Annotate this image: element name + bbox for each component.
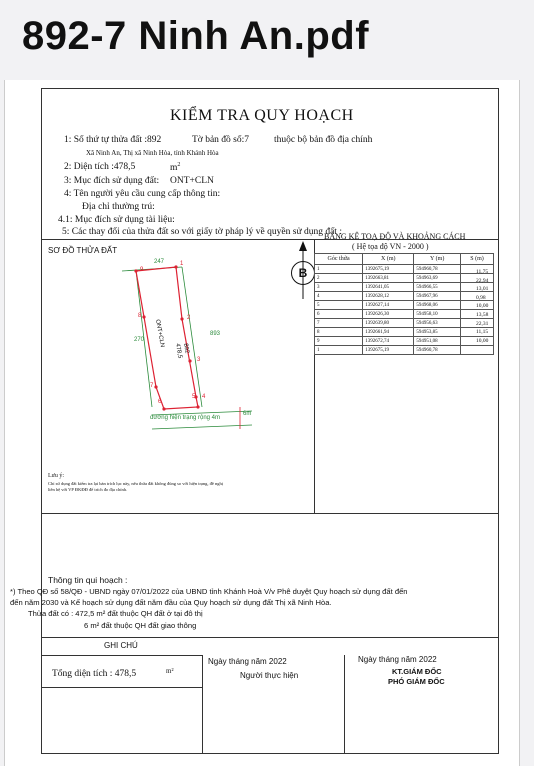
coord-cell: 1392626,30 [363,310,414,319]
planning-line: *) Theo QĐ số 58/QĐ - UBND ngày 07/01/2022 của UBND tỉnh Khánh Hoà V/v Phê duyệt Quy hoạch sử dụng đất đến [10,587,408,596]
coord-cell: 594953,85 [414,328,461,337]
distance-value: 22,31 [476,320,489,327]
coord-title: BẢNG KÊ TOẠ ĐỘ VÀ KHOẢNG CÁCH [324,232,466,241]
coordinate-table [314,253,494,355]
distance-value: 13,01 [476,286,489,293]
neighbor-top: 247 [154,259,165,265]
vertex-1 [174,265,177,268]
purpose-value: ONT+CLN [170,176,214,186]
vertex-9 [134,269,137,272]
area-line: 2: Diện tích :478,5 [64,162,136,172]
coord-cell: 9 [315,337,363,346]
point-label: 2 [187,315,191,321]
coord-row [315,301,494,310]
planning-line: 6 m² đất thuộc QH đất giao thông [84,621,197,630]
vertex-6 [162,407,165,410]
coord-cell: 1 [315,265,363,274]
vertex-4 [196,405,199,408]
coord-cell: 2 [315,274,363,283]
document-frame [10,88,499,754]
map-sheet: Tờ bản đồ số:7 [192,135,250,145]
coord-row [315,292,494,301]
total-area: Tổng diện tích : 478,5 [52,669,137,679]
coord-cell: 1392639,80 [363,319,414,328]
vertex-3 [188,359,191,362]
distance-value: 13,58 [476,312,489,318]
planning-title: Thông tin qui hoạch : [48,575,128,585]
distance-value: 0,98 [476,294,486,301]
parcel-boundary [136,267,201,409]
coord-cell: 1392675,19 [363,265,414,274]
point-label: 9 [140,267,144,273]
point-label: 4 [202,394,206,400]
total-area-unit: m² [166,667,174,675]
coord-cell: 594968,06 [414,301,461,310]
note-label: Lưu ý: [48,473,65,479]
coord-row [315,319,494,328]
coord-cell [461,346,494,355]
item-5: 5: Các thay đổi của thửa đất so với giấy tờ pháp lý về quyền sử dụng đất : [62,227,342,237]
coord-cell: 3 [315,283,363,292]
neighbor-left: 270 [134,337,145,343]
vertex-2 [180,317,183,320]
vertex-7 [154,385,157,388]
date-left: Ngày tháng năm 2022 [208,657,287,666]
distance-value: 11,15 [476,329,489,336]
map-set: thuộc bộ bản đồ địa chính [274,135,373,145]
neighbor-right: 893 [210,331,221,337]
planning-line: đến năm 2030 và Kế hoạch sử dụng đất năm đầu của Quy hoạch sử dụng đất Thị xã Ninh Hòa. [10,598,332,607]
planning-line: Thửa đất có : 472,5 m² đất thuộc QH đất ở tại đô thị [28,609,203,618]
coord-cell: 1 [315,346,363,355]
date-right: Ngày tháng năm 2022 [358,655,437,664]
coord-cell: 594956,63 [414,319,461,328]
coord-cell: 7 [315,319,363,328]
point-label: 1 [180,261,184,267]
coord-header: Góc thửa [315,254,363,265]
coord-row [315,328,494,337]
point-label: 3 [197,357,201,363]
plot-label-purpose: ONT+CLN [154,319,165,348]
coord-cell: 1392641,05 [363,283,414,292]
point-label: 7 [150,383,154,389]
compass-icon: B [291,261,315,285]
diagram-title: SƠ ĐỒ THỬA ĐẤT [48,246,118,255]
address: Xã Ninh An, Thị xã Ninh Hòa, tỉnh Khánh Hòa [86,149,219,157]
document-title: 892-7 Ninh An.pdf [22,14,370,58]
coord-cell: 1392661,94 [363,328,414,337]
coord-cell: 594966,55 [414,283,461,292]
coord-cell: 594960,78 [414,346,461,355]
coord-cell: 1392627,14 [363,301,414,310]
coord-cell: 1392672,74 [363,337,414,346]
coord-row [315,265,494,274]
coord-cell: 594963,69 [414,274,461,283]
coord-cell: 594958,10 [414,310,461,319]
notes-heading: GHI CHÚ [104,641,138,650]
road-line [152,425,252,429]
coord-cell: 1392628,12 [363,292,414,301]
coord-cell: 594951,08 [414,337,461,346]
parcel-number: 1: Số thứ tự thửa đất :892 [64,135,162,145]
title-bar [0,0,534,80]
divider [42,687,202,688]
plot-diagram [112,257,282,437]
distance-value: 10,00 [476,303,489,310]
signer-right-title: KT.GIÁM ĐỐC [392,667,442,676]
coord-row [315,274,494,283]
coord-cell: 4 [315,292,363,301]
note-line: liên hệ với VP ĐKĐĐ để trích đo địa chính. [48,487,128,492]
distance-value: 10,00 [476,337,489,344]
coord-row [315,310,494,319]
purpose-label: 3: Mục đích sử dụng đất: [64,176,160,186]
divider [42,637,498,638]
point-label: 8 [138,313,142,319]
doc-heading: KIỂM TRA QUY HOẠCH [170,107,354,124]
coord-cell: 1392663,81 [363,274,414,283]
signer-right-name: PHÓ GIÁM ĐỐC [388,677,445,686]
area-unit: $m^2$ [170,162,181,174]
coord-cell: 594967,96 [414,292,461,301]
distance-value: 11,75 [476,269,489,275]
plot-label-number: 892 [182,343,190,354]
coord-header: Y (m) [414,254,461,265]
road-width: 6m [243,411,252,417]
divider [42,513,498,514]
coord-cell: 594960,78 [414,265,461,274]
divider [42,655,202,656]
pdf-page [4,80,520,766]
coord-row [315,283,494,292]
coord-cell: 8 [315,328,363,337]
coord-row [315,346,494,355]
point-label: 6 [158,399,162,405]
item-4-1: 4.1: Mục đích sử dụng tài liệu: [58,215,175,225]
requester: 4: Tên người yêu cầu cung cấp thông tin: [64,189,221,199]
point-label: 5 [192,394,196,400]
note-line: Chỉ sử dụng đất kiểm tra lại bản trích lục này, nếu thửa đất không đúng so với hiện trạng, đề nghị [48,481,224,486]
distance-value: 22,94 [476,277,489,284]
vertex-8 [142,315,145,318]
divider [344,655,345,753]
divider [202,655,203,753]
signer-left: Người thực hiện [240,671,299,680]
coord-subtitle: ( Hệ tọa độ VN - 2000 ) [352,242,429,251]
plot-label-area: 478,5 [174,343,183,359]
coord-cell: 5 [315,301,363,310]
road-label: đường hiện trạng rộng 4m [150,415,220,421]
coord-header: X (m) [363,254,414,265]
residence: Địa chỉ thường trú: [82,202,155,212]
coord-header: S (m) [461,254,494,265]
coord-row [315,337,494,346]
coord-cell: 6 [315,310,363,319]
coord-cell: 1392675,19 [363,346,414,355]
